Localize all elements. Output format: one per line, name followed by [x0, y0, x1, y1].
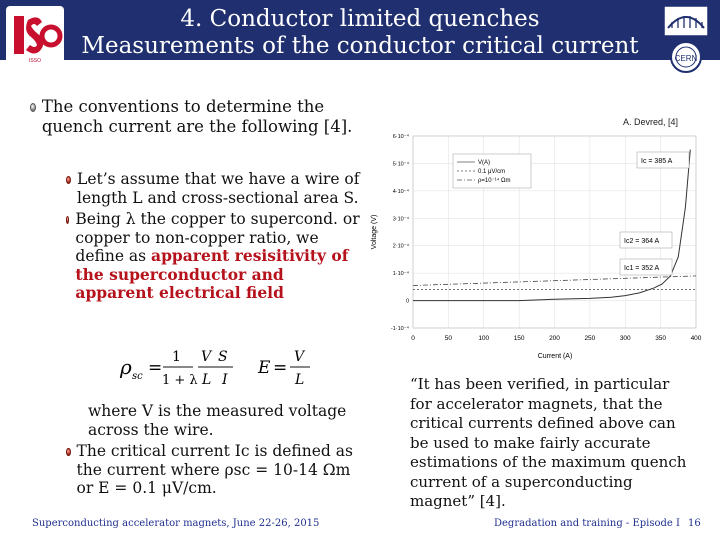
svg-text:Ic1 = 352 A: Ic1 = 352 A [624, 265, 660, 272]
x-axis-label: Current (A) [537, 353, 573, 360]
y-tick-label: 1·10⁻⁴ [392, 271, 409, 278]
svg-text:ρ: ρ [120, 355, 132, 379]
sub-bullet-list [66, 170, 366, 306]
list-item [66, 442, 371, 498]
intro-bullet [30, 97, 370, 137]
bullet-icon [30, 103, 36, 112]
title-line-2: Measurements of the conductor critical current [81, 33, 639, 59]
svg-text:1 + λ: 1 + λ [162, 373, 198, 388]
legend-entry: ρ=10⁻¹⁴ Ωm [478, 178, 511, 184]
svg-text:Ic = 385 A: Ic = 385 A [641, 158, 673, 165]
svg-text:1: 1 [172, 349, 181, 365]
after-formula-text [66, 402, 371, 501]
x-tick-label: 300 [619, 335, 631, 342]
svg-text:E: E [258, 358, 271, 378]
x-tick-label: 0 [411, 335, 415, 342]
x-tick-label: 400 [690, 335, 702, 342]
y-axis-label: Voltage (V) [371, 214, 378, 250]
footer-episode: Degradation and training - Episode I [494, 518, 680, 529]
legend [453, 154, 531, 188]
y-tick-label: 2·10⁻⁴ [392, 243, 409, 250]
sub-bullet-icon [66, 176, 71, 184]
x-tick-label: 100 [478, 335, 490, 342]
y-tick-label: 3·10⁻⁴ [392, 216, 409, 223]
x-tick-label: 50 [444, 335, 452, 342]
y-tick-label: 6·10⁻⁴ [392, 134, 409, 140]
sub-bullet-icon [66, 216, 69, 224]
y-tick-label: 4·10⁻⁴ [392, 188, 409, 195]
legend-entry: 0.1 μV/cm [478, 169, 506, 175]
y-tick-label: 0 [405, 298, 409, 305]
annotation-ic2 [620, 232, 672, 248]
sub-bullet-icon [66, 448, 71, 456]
x-tick-label: 150 [513, 335, 525, 342]
list-item [66, 210, 366, 303]
list-item [66, 170, 366, 207]
bullet-text: The critical current Ic is defined as the current where ρsc = 10-14 Ωm or E = 0.1 μV/cm. [76, 442, 353, 497]
bullet-text-plain: Being λ the copper to supercond. or copper to non-copper ratio, we define as [75, 210, 360, 265]
svg-text:sc: sc [132, 371, 143, 382]
x-tick-label: 250 [584, 335, 596, 342]
title-line-1: 4. Conductor limited quenches [180, 6, 540, 32]
annotation-ic1 [620, 259, 672, 275]
svg-text:L: L [202, 372, 212, 388]
bullet-text [75, 210, 366, 303]
x-tick-label: 350 [655, 335, 667, 342]
svg-text:=: = [273, 358, 288, 378]
x-tick-label: 200 [549, 335, 560, 342]
resistivity-formula [118, 342, 318, 392]
bullet-highlight: apparent resisitivity of the superconductor and apparent electrical field [75, 246, 349, 302]
quote-text: “It has been verified, in particular for accelerator magnets, that the critical currents defined above can be used to make fairly accurate estimations of the maximum quench current of a superconducting magnet” [4]. [410, 375, 687, 510]
svg-text:CERN: CERN [674, 54, 698, 63]
where-text: where V is the measured voltage across the wire. [88, 402, 347, 439]
y-tick-label: -1·10⁻⁴ [390, 326, 409, 332]
svg-text:L: L [295, 372, 305, 388]
y-tick-label: 5·10⁻⁴ [392, 161, 409, 168]
svg-text:ISSO: ISSO [29, 58, 41, 64]
cern-logo [656, 4, 716, 74]
svg-text:I: I [222, 372, 228, 388]
svg-text:=: = [148, 358, 163, 378]
page-number: 16 [688, 518, 701, 529]
annotation-ic [637, 152, 689, 168]
intro-text: The conventions to determine the quench current are the following [4]. [41, 97, 353, 136]
bullet-text: Let’s assume that we have a wire of length L and cross-sectional area S. [77, 170, 360, 207]
svg-text:V: V [201, 349, 212, 365]
svg-text:S: S [218, 349, 228, 365]
legend-entry: V(A) [478, 160, 490, 166]
chart [365, 132, 710, 362]
svg-text:V: V [294, 349, 305, 365]
page-title [70, 6, 650, 66]
chart-credit: A. Devred, [4] [623, 117, 679, 127]
svg-text:Ic2 = 364 A: Ic2 = 364 A [624, 238, 660, 245]
isso-logo [6, 6, 64, 64]
footer-course: Superconducting accelerator magnets, June 22-26, 2015 [32, 518, 320, 529]
